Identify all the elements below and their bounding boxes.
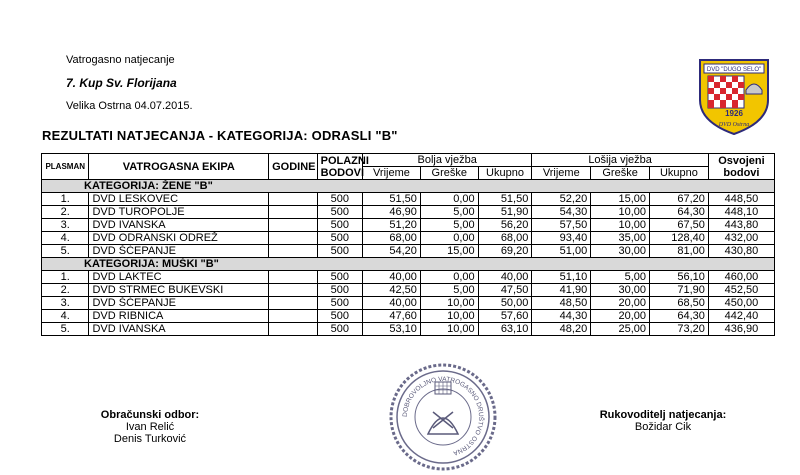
cell-bolja-ukupno: 57,60 bbox=[478, 310, 532, 323]
table-row bbox=[42, 206, 775, 219]
cell-bolja-vrijeme: 42,50 bbox=[363, 284, 421, 297]
cell-godine bbox=[269, 284, 318, 297]
cell-losija-greske: 25,00 bbox=[591, 323, 650, 336]
table-row bbox=[42, 245, 775, 258]
cell-bolja-vrijeme: 51,50 bbox=[363, 193, 421, 206]
table-row bbox=[42, 284, 775, 297]
cell-team: DVD RIBNICA bbox=[89, 310, 269, 323]
cell-team: DVD IVANSKA bbox=[89, 323, 269, 336]
col-losija: Lošija vježba bbox=[532, 154, 709, 167]
cell-losija-greske: 30,00 bbox=[591, 284, 650, 297]
cell-godine bbox=[269, 219, 318, 232]
col-bolja-vrijeme: Vrijeme bbox=[363, 167, 421, 180]
event-place-date: Velika Ostrna 04.07.2015. bbox=[66, 100, 193, 112]
cell-bolja-greske: 0,00 bbox=[420, 271, 478, 284]
cell-godine bbox=[269, 193, 318, 206]
cell-plasman: 4. bbox=[42, 310, 89, 323]
cell-bolja-ukupno: 68,00 bbox=[478, 232, 532, 245]
cell-osvojeni: 460,00 bbox=[708, 271, 774, 284]
cell-polazni: 500 bbox=[317, 193, 362, 206]
cell-losija-ukupno: 56,10 bbox=[650, 271, 709, 284]
cell-plasman: 2. bbox=[42, 206, 89, 219]
cell-godine bbox=[269, 232, 318, 245]
cell-losija-ukupno: 64,30 bbox=[650, 310, 709, 323]
category-row bbox=[42, 180, 775, 193]
cell-osvojeni: 452,50 bbox=[708, 284, 774, 297]
cell-bolja-ukupno: 47,50 bbox=[478, 284, 532, 297]
col-godine: GODINE bbox=[269, 154, 318, 180]
category-row bbox=[42, 258, 775, 271]
cell-team: DVD STRMEC BUKEVSKI bbox=[89, 284, 269, 297]
cell-bolja-ukupno: 69,20 bbox=[478, 245, 532, 258]
cell-team: DVD ODRANSKI ODREŽ bbox=[89, 232, 269, 245]
cell-losija-greske: 10,00 bbox=[591, 206, 650, 219]
stamp-ring-text: DOBROVOLJNO VATROGASNO DRUŠTVO OSTRNA bbox=[401, 375, 485, 457]
event-name: 7. Kup Sv. Florijana bbox=[66, 76, 177, 90]
col-ekipa: VATROGASNA EKIPA bbox=[89, 154, 269, 180]
cell-bolja-greske: 0,00 bbox=[420, 193, 478, 206]
cell-polazni: 500 bbox=[317, 297, 362, 310]
cell-osvojeni: 436,90 bbox=[708, 323, 774, 336]
cell-bolja-greske: 5,00 bbox=[420, 219, 478, 232]
signature-name: Denis Turković bbox=[113, 433, 187, 445]
cell-polazni: 500 bbox=[317, 284, 362, 297]
cell-losija-greske: 5,00 bbox=[591, 271, 650, 284]
cell-team: DVD TUROPOLJE bbox=[89, 206, 269, 219]
cell-polazni: 500 bbox=[317, 245, 362, 258]
official-stamp bbox=[388, 362, 498, 472]
cell-polazni: 500 bbox=[317, 219, 362, 232]
col-polazni: POLAZNI BODOVI bbox=[317, 154, 362, 180]
signature-name: Božidar Cik bbox=[634, 421, 692, 433]
cell-polazni: 500 bbox=[317, 323, 362, 336]
signature-title: Rukovoditelj natjecanja: bbox=[599, 409, 727, 421]
cell-plasman: 2. bbox=[42, 284, 89, 297]
cell-bolja-vrijeme: 54,20 bbox=[363, 245, 421, 258]
table-row bbox=[42, 219, 775, 232]
cell-bolja-greske: 10,00 bbox=[420, 310, 478, 323]
cell-godine bbox=[269, 323, 318, 336]
cell-bolja-vrijeme: 51,20 bbox=[363, 219, 421, 232]
cell-losija-ukupno: 73,20 bbox=[650, 323, 709, 336]
cell-bolja-greske: 10,00 bbox=[420, 323, 478, 336]
signature-block-right bbox=[588, 409, 738, 433]
col-losija-greske: Greške bbox=[591, 167, 650, 180]
col-bolja: Bolja vježba bbox=[363, 154, 532, 167]
cell-osvojeni: 430,80 bbox=[708, 245, 774, 258]
cell-plasman: 4. bbox=[42, 232, 89, 245]
cell-losija-vrijeme: 44,30 bbox=[532, 310, 591, 323]
logo-bottom-text: DVD Ostrna bbox=[718, 122, 750, 128]
cell-godine bbox=[269, 297, 318, 310]
table-row bbox=[42, 323, 775, 336]
cell-bolja-greske: 5,00 bbox=[420, 284, 478, 297]
cell-losija-ukupno: 67,50 bbox=[650, 219, 709, 232]
cell-bolja-vrijeme: 40,00 bbox=[363, 297, 421, 310]
cell-osvojeni: 432,00 bbox=[708, 232, 774, 245]
col-bolja-greske: Greške bbox=[420, 167, 478, 180]
cell-losija-vrijeme: 57,50 bbox=[532, 219, 591, 232]
cell-losija-greske: 10,00 bbox=[591, 219, 650, 232]
cell-team: DVD ŠĆEPANJE bbox=[89, 297, 269, 310]
crest-icon bbox=[435, 382, 451, 394]
cell-osvojeni: 448,50 bbox=[708, 193, 774, 206]
cell-bolja-vrijeme: 47,60 bbox=[363, 310, 421, 323]
col-losija-vrijeme: Vrijeme bbox=[532, 167, 591, 180]
checkerboard-icon bbox=[708, 76, 744, 108]
table-row bbox=[42, 310, 775, 323]
cell-polazni: 500 bbox=[317, 271, 362, 284]
cell-bolja-greske: 10,00 bbox=[420, 297, 478, 310]
cell-losija-vrijeme: 93,40 bbox=[532, 232, 591, 245]
logo-top-text: DVD "DUGO SELO" bbox=[706, 67, 762, 73]
fire-emblem-icon bbox=[428, 412, 458, 434]
document-title: REZULTATI NATJECANJA - KATEGORIJA: ODRASLI "B" bbox=[42, 128, 398, 143]
cell-bolja-ukupno: 51,90 bbox=[478, 206, 532, 219]
logo-year: 1926 bbox=[725, 109, 743, 118]
fire-brigade-logo bbox=[694, 56, 774, 136]
cell-losija-greske: 20,00 bbox=[591, 310, 650, 323]
cell-losija-ukupno: 128,40 bbox=[650, 232, 709, 245]
col-losija-ukupno: Ukupno bbox=[650, 167, 709, 180]
cell-team: DVD LAKTEC bbox=[89, 271, 269, 284]
cell-losija-vrijeme: 51,00 bbox=[532, 245, 591, 258]
cell-losija-ukupno: 64,30 bbox=[650, 206, 709, 219]
cell-bolja-vrijeme: 46,90 bbox=[363, 206, 421, 219]
cell-losija-vrijeme: 41,90 bbox=[532, 284, 591, 297]
cell-losija-ukupno: 71,90 bbox=[650, 284, 709, 297]
cell-losija-greske: 20,00 bbox=[591, 297, 650, 310]
cell-plasman: 5. bbox=[42, 323, 89, 336]
cell-plasman: 5. bbox=[42, 245, 89, 258]
cell-osvojeni: 450,00 bbox=[708, 297, 774, 310]
cell-osvojeni: 442,40 bbox=[708, 310, 774, 323]
cell-losija-greske: 30,00 bbox=[591, 245, 650, 258]
cell-losija-ukupno: 68,50 bbox=[650, 297, 709, 310]
col-osvojeni: Osvojeni bodovi bbox=[708, 154, 774, 180]
cell-bolja-ukupno: 40,00 bbox=[478, 271, 532, 284]
cell-losija-vrijeme: 54,30 bbox=[532, 206, 591, 219]
cell-bolja-greske: 15,00 bbox=[420, 245, 478, 258]
table-row bbox=[42, 297, 775, 310]
cell-losija-greske: 35,00 bbox=[591, 232, 650, 245]
col-bolja-ukupno: Ukupno bbox=[478, 167, 532, 180]
cell-bolja-vrijeme: 53,10 bbox=[363, 323, 421, 336]
cell-losija-ukupno: 81,00 bbox=[650, 245, 709, 258]
cell-osvojeni: 448,10 bbox=[708, 206, 774, 219]
cell-bolja-ukupno: 51,50 bbox=[478, 193, 532, 206]
cell-losija-vrijeme: 52,20 bbox=[532, 193, 591, 206]
cell-losija-vrijeme: 48,20 bbox=[532, 323, 591, 336]
cell-bolja-ukupno: 63,10 bbox=[478, 323, 532, 336]
cell-losija-greske: 15,00 bbox=[591, 193, 650, 206]
cell-team: DVD LESKOVEC bbox=[89, 193, 269, 206]
cell-losija-vrijeme: 48,50 bbox=[532, 297, 591, 310]
cell-polazni: 500 bbox=[317, 206, 362, 219]
signature-title: Obračunski odbor: bbox=[100, 409, 200, 421]
cell-bolja-greske: 0,00 bbox=[420, 232, 478, 245]
cell-bolja-greske: 5,00 bbox=[420, 206, 478, 219]
signature-block-left bbox=[80, 409, 220, 445]
cell-plasman: 3. bbox=[42, 219, 89, 232]
cell-team: DVD ŠĆEPANJE bbox=[89, 245, 269, 258]
cell-plasman: 3. bbox=[42, 297, 89, 310]
cell-bolja-vrijeme: 40,00 bbox=[363, 271, 421, 284]
cell-bolja-ukupno: 56,20 bbox=[478, 219, 532, 232]
table-row bbox=[42, 193, 775, 206]
col-plasman: PLASMAN bbox=[42, 154, 89, 180]
cell-bolja-ukupno: 50,00 bbox=[478, 297, 532, 310]
category-label: KATEGORIJA: ŽENE "B" bbox=[42, 180, 775, 193]
signature-name: Ivan Relić bbox=[125, 421, 175, 433]
event-type: Vatrogasno natjecanje bbox=[66, 54, 175, 66]
cell-godine bbox=[269, 271, 318, 284]
cell-plasman: 1. bbox=[42, 271, 89, 284]
cell-polazni: 500 bbox=[317, 310, 362, 323]
cell-losija-ukupno: 67,20 bbox=[650, 193, 709, 206]
table-row bbox=[42, 271, 775, 284]
cell-godine bbox=[269, 206, 318, 219]
results-table bbox=[41, 153, 775, 336]
cell-osvojeni: 443,80 bbox=[708, 219, 774, 232]
category-label: KATEGORIJA: MUŠKI "B" bbox=[42, 258, 775, 271]
cell-losija-vrijeme: 51,10 bbox=[532, 271, 591, 284]
cell-godine bbox=[269, 245, 318, 258]
cell-team: DVD IVANSKA bbox=[89, 219, 269, 232]
cell-godine bbox=[269, 310, 318, 323]
table-row bbox=[42, 232, 775, 245]
cell-polazni: 500 bbox=[317, 232, 362, 245]
cell-bolja-vrijeme: 68,00 bbox=[363, 232, 421, 245]
cell-plasman: 1. bbox=[42, 193, 89, 206]
